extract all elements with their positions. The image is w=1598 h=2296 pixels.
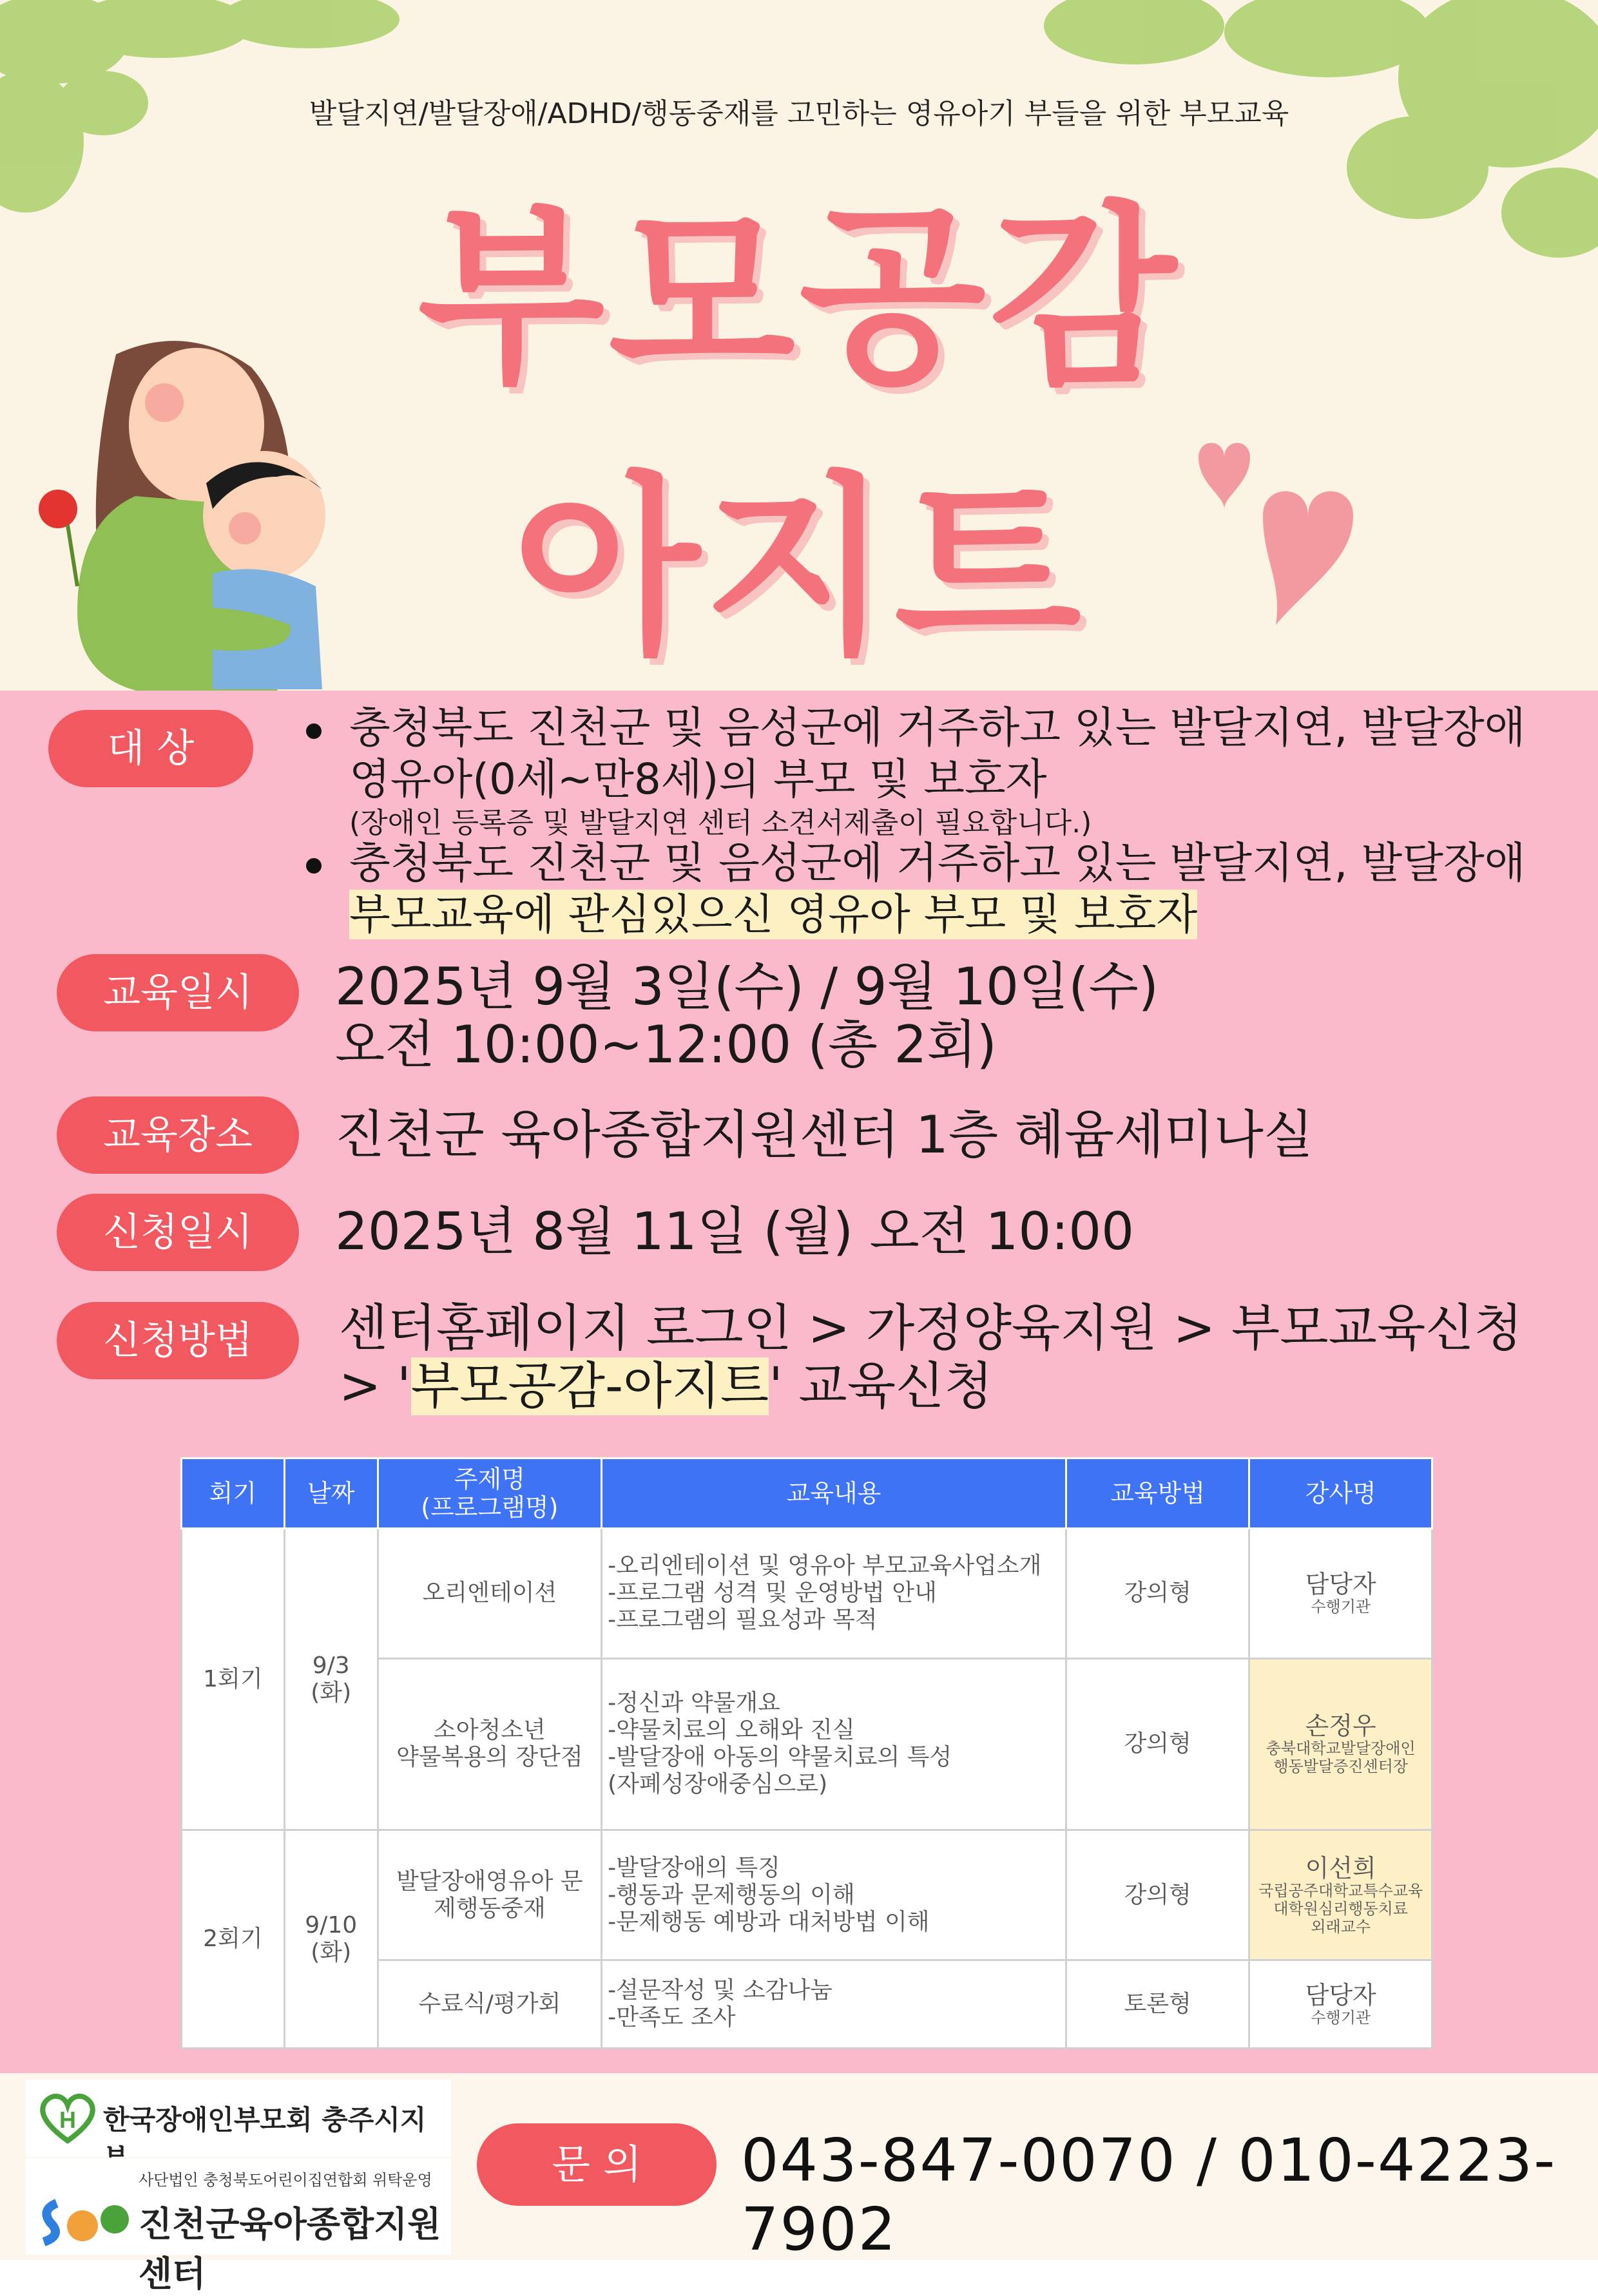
apply-date-label-pill: 신청일시: [57, 1194, 299, 1271]
apply-method-program-highlight: 부모공감-아지트: [410, 1357, 769, 1415]
content-cell: -발달장애의 특징 -행동과 문제행동의 이해 -문제행동 예방과 대처방법 이해: [602, 1830, 1066, 1960]
content-cell: -정신과 약물개요 -약물치료의 오해와 진실 -발달장애 아동의 약물치료의 특성 (자폐성장애중심으로): [602, 1658, 1066, 1830]
org1-logo-box: [26, 2080, 451, 2157]
lecturer-cell: 담당자 수행기관: [1249, 1960, 1432, 2048]
program-schedule-table: [180, 1457, 1433, 2049]
header-topic: 주제명 (프로그램명): [378, 1459, 601, 1529]
contact-label-pill: 문 의: [477, 2123, 717, 2206]
apply-method-label-pill: 신청방법: [57, 1302, 299, 1379]
topic-cell: 발달장애영유아 문 제행동중재: [378, 1830, 601, 1960]
header-content: 교육내용: [602, 1459, 1066, 1529]
heart-decoration: [1173, 419, 1366, 631]
method-cell: 강의형: [1066, 1529, 1249, 1659]
target-label-pill: 대 상: [48, 710, 253, 787]
topic-cell: 소아청소년 약물복용의 장단점: [378, 1658, 601, 1830]
table-header-row: [182, 1459, 1432, 1529]
title-line-2: 아지트: [513, 455, 1085, 680]
table-row: [182, 1830, 1432, 1960]
lecturer-cell: 이선희 국립공주대학교특수교육 대학원심리행동치료 외래교수: [1249, 1830, 1432, 1960]
session-cell: 2회기: [182, 1830, 285, 2049]
title-line-1: 부모공감: [418, 185, 1180, 410]
venue-value: 진천군 육아종합지원센터 1층 혜윰세미나실: [335, 1105, 1314, 1165]
schedule-line2: 오전 10:00~12:00 (총 2회): [335, 1015, 997, 1075]
poster-subtitle: 발달지연/발달장애/ADHD/행동중재를 고민하는 영유아기 부들을 위한 부모교육: [309, 97, 1289, 130]
target-bullet2-line2: 부모교육에 관심있으신 영유아 부모 및 보호자: [349, 890, 1198, 939]
topic-cell: 오리엔테이션: [378, 1529, 601, 1659]
date-cell: 9/3 (화): [284, 1529, 378, 1830]
org2-subtitle: 사단법인 충청북도어린이집연합회 위탁운영: [139, 2171, 432, 2189]
mother-child-illustration: [19, 329, 354, 702]
schedule-label-pill: 교육일시: [57, 954, 299, 1031]
method-cell: 강의형: [1066, 1830, 1249, 1960]
date-cell: 9/10 (화): [284, 1830, 378, 2049]
target-bullet1-note: (장애인 등록증 및 발달지연 센터 소견서제출이 필요합니다.): [349, 807, 1092, 839]
bullet-icon: [306, 723, 322, 739]
org2-name: 진천군육아종합지원센터: [139, 2204, 441, 2294]
table-row: [182, 1529, 1432, 1659]
apply-method-line1: 센터홈페이지 로그인 > 가정양육지원 > 부모교육신청: [339, 1299, 1523, 1357]
lecturer-cell: 담당자 수행기관: [1249, 1529, 1432, 1659]
header-lecturer: 강사명: [1249, 1459, 1432, 1529]
target-bullet1-line1: 충청북도 진천군 및 음성군에 거주하고 있는 발달지연, 발달장애: [349, 703, 1526, 752]
schedule-line1: 2025년 9월 3일(수) / 9월 10일(수): [335, 957, 1159, 1017]
apply-method-line2: > '부모공감-아지트' 교육신청: [339, 1357, 993, 1415]
venue-label-pill: 교육장소: [57, 1096, 299, 1174]
svg-text:H: H: [59, 2107, 76, 2133]
method-cell: 강의형: [1066, 1658, 1249, 1830]
target-bullet1-line2: 영유아(0세~만8세)의 부모 및 보호자: [349, 754, 1047, 804]
header-date: 날짜: [284, 1459, 378, 1529]
center-logo-icon: [37, 2190, 134, 2248]
org2-logo-box: [26, 2158, 451, 2294]
lecturer-cell: 손정우 충북대학교발달장애인 행동발달증진센터장: [1249, 1658, 1432, 1830]
contact-phone: 043-847-0070 / 010-4223-7902: [741, 2126, 1557, 2264]
target-bullet2-line1: 충청북도 진천군 및 음성군에 거주하고 있는 발달지연, 발달장애: [349, 838, 1526, 888]
content-cell: -오리엔테이션 및 영유아 부모교육사업소개 -프로그램 성격 및 운영방법 안내 -프로그램의 필요성과 목적: [602, 1529, 1066, 1659]
apply-date-value: 2025년 8월 11일 (월) 오전 10:00: [335, 1201, 1135, 1261]
bullet-icon: [306, 858, 322, 874]
topic-cell: 수료식/평가회: [378, 1960, 601, 2048]
content-cell: -설문작성 및 소감나눔 -만족도 조사: [602, 1960, 1066, 2048]
session-cell: 1회기: [182, 1529, 285, 1830]
heart-logo-icon: [39, 2092, 97, 2144]
method-cell: 토론형: [1066, 1960, 1249, 2048]
header-method: 교육방법: [1066, 1459, 1249, 1529]
header-session: 회기: [182, 1459, 285, 1529]
org1-name: 한국장애인부모회 충주시지: [103, 2104, 427, 2136]
